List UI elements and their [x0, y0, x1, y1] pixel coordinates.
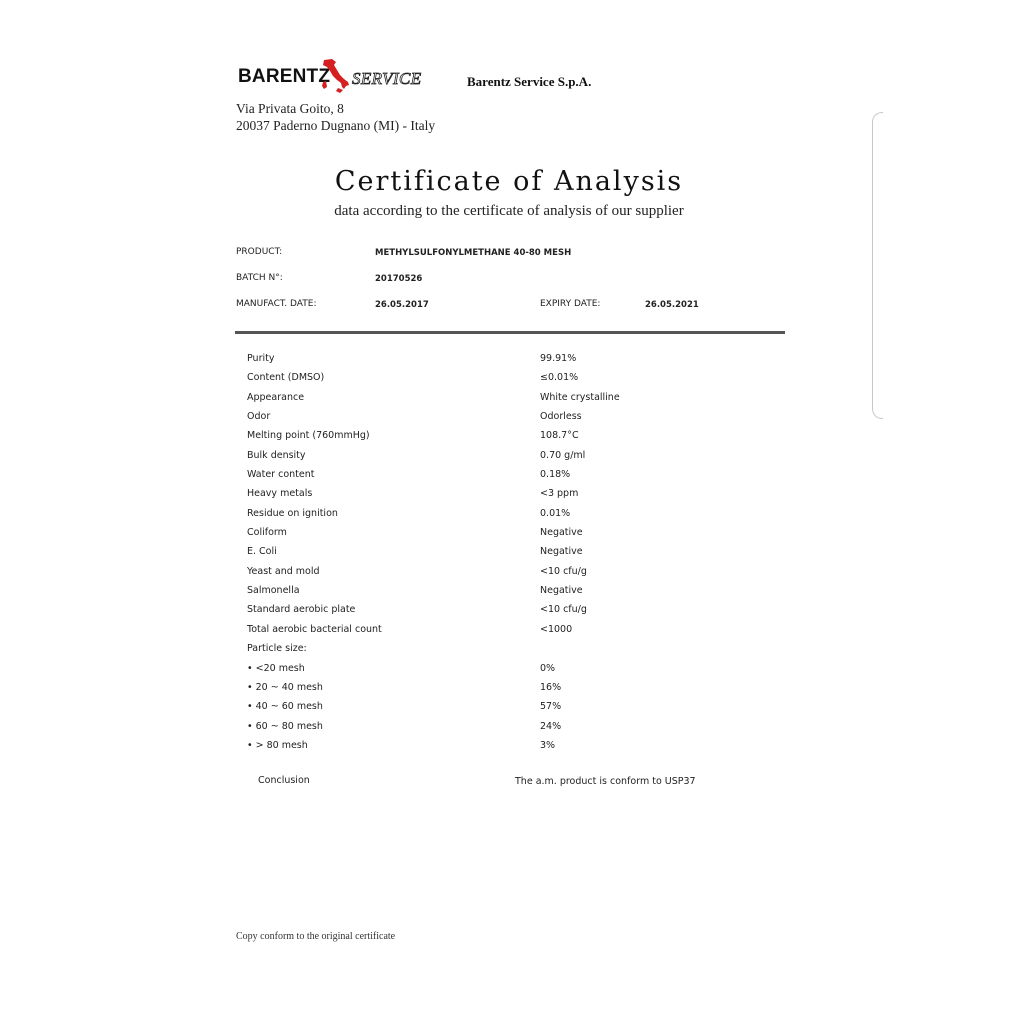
result-value: 0.70 g/ml	[540, 449, 586, 461]
result-value: 0.18%	[540, 469, 571, 481]
result-value: White crystalline	[540, 391, 620, 403]
result-row	[0, 663, 1024, 682]
result-parameter: • > 80 mesh	[247, 739, 308, 751]
result-value: ≤0.01%	[540, 372, 579, 384]
result-parameter: Standard aerobic plate	[247, 604, 356, 616]
document-title: Certificate of Analysis	[334, 166, 684, 197]
expiry-date-label: EXPIRY DATE:	[540, 299, 601, 309]
result-row	[0, 643, 1024, 662]
result-parameter: Coliform	[247, 527, 287, 539]
result-parameter: Particle size:	[247, 643, 307, 655]
result-row	[0, 353, 1024, 372]
result-parameter: Residue on ignition	[247, 507, 338, 519]
result-parameter: Content (DMSO)	[247, 372, 325, 384]
result-value: Odorless	[540, 411, 582, 423]
manufact-date-value: 26.05.2017	[375, 300, 429, 310]
result-row	[0, 508, 1024, 527]
batch-label: BATCH N°:	[236, 273, 283, 283]
result-row	[0, 682, 1024, 701]
result-parameter: Bulk density	[247, 449, 306, 461]
address-line-1: Via Privata Goito, 8	[236, 101, 344, 116]
result-row	[0, 430, 1024, 449]
company-name: Barentz Service S.p.A.	[467, 74, 592, 89]
result-value: 108.7°C	[540, 430, 579, 442]
result-row	[0, 701, 1024, 720]
conclusion-value: The a.m. product is conform to USP37	[515, 776, 696, 787]
result-parameter: E. Coli	[247, 546, 277, 558]
result-value: 3%	[540, 739, 556, 751]
result-parameter: • 20 ~ 40 mesh	[247, 681, 323, 693]
result-row	[0, 546, 1024, 565]
result-row	[0, 585, 1024, 604]
product-value: METHYLSULFONYLMETHANE 40-80 MESH	[375, 248, 572, 258]
page-edge-curl	[872, 112, 883, 419]
result-value: 0%	[540, 662, 556, 674]
result-row	[0, 566, 1024, 585]
result-value: <10 cfu/g	[540, 604, 587, 616]
document-subtitle: data according to the certificate of analysis of our supplier	[334, 203, 684, 219]
result-value: Negative	[540, 546, 583, 558]
result-parameter: Odor	[247, 411, 271, 423]
result-row	[0, 469, 1024, 488]
result-row	[0, 624, 1024, 643]
barentz-logo	[238, 58, 438, 98]
footer-note: Copy conform to the original certificate	[236, 931, 396, 942]
result-value: 57%	[540, 701, 562, 713]
result-value: Negative	[540, 585, 583, 597]
logo-wordmark: BARENTZ	[238, 66, 331, 87]
result-value: 24%	[540, 720, 562, 732]
italy-map-icon	[318, 58, 352, 98]
address-line-2: 20037 Paderno Dugnano (MI) - Italy	[236, 118, 436, 133]
conclusion-label: Conclusion	[258, 775, 310, 786]
result-value: <3 ppm	[540, 488, 579, 500]
result-row	[0, 450, 1024, 469]
result-row	[0, 392, 1024, 411]
result-value: 0.01%	[540, 507, 571, 519]
result-parameter: • 60 ~ 80 mesh	[247, 720, 323, 732]
result-parameter: Salmonella	[247, 585, 300, 597]
result-row	[0, 604, 1024, 623]
result-row	[0, 527, 1024, 546]
result-value: 99.91%	[540, 353, 577, 364]
result-value: <1000	[540, 623, 573, 635]
result-value: Negative	[540, 527, 583, 539]
result-row	[0, 721, 1024, 740]
result-parameter: Total aerobic bacterial count	[247, 623, 382, 635]
result-row	[0, 740, 1024, 759]
result-parameter: • <20 mesh	[247, 662, 305, 674]
logo-service-word: SERVICE	[352, 69, 422, 88]
expiry-date-value: 26.05.2021	[645, 300, 699, 310]
batch-value: 20170526	[375, 274, 423, 284]
header-divider	[235, 331, 785, 334]
results-table	[0, 353, 1024, 759]
result-parameter: Appearance	[247, 391, 305, 403]
result-parameter: Purity	[247, 353, 275, 364]
result-row	[0, 488, 1024, 507]
result-parameter: Yeast and mold	[247, 565, 320, 577]
result-row	[0, 411, 1024, 430]
result-row	[0, 372, 1024, 391]
result-parameter: Melting point (760mmHg)	[247, 430, 370, 442]
result-value: <10 cfu/g	[540, 565, 587, 577]
result-value: 16%	[540, 681, 562, 693]
result-parameter: • 40 ~ 60 mesh	[247, 701, 323, 713]
product-label: PRODUCT:	[236, 247, 283, 257]
manufact-date-label: MANUFACT. DATE:	[236, 299, 317, 309]
result-parameter: Heavy metals	[247, 488, 313, 500]
result-parameter: Water content	[247, 469, 315, 481]
